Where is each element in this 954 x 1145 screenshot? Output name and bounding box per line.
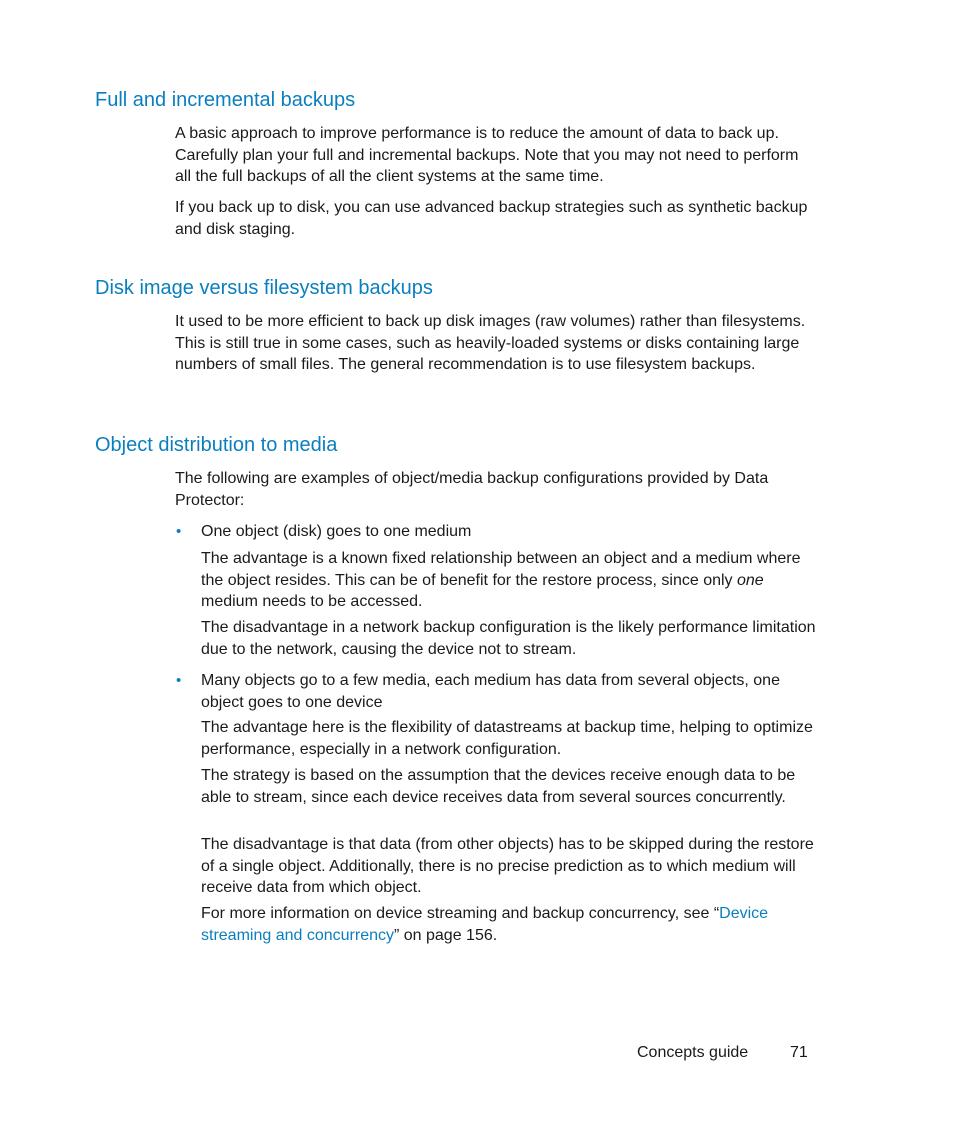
paragraph: If you back up to disk, you can use advanced backup strategies such as synthetic backup and disk staging. [175, 199, 808, 238]
list-item-paragraph: The disadvantage is that data (from other objects) has to be skipped during the restore of a single object. Additionally, there is no precise prediction as to which medium will receive data from which object. [201, 836, 814, 896]
list-item-paragraph: The disadvantage in a network backup configuration is the likely performance limitation due to the network, causing the device not to stream. [201, 619, 816, 658]
list-item-title: One object (disk) goes to one medium [201, 523, 472, 540]
emphasis-text: one [737, 571, 764, 589]
footer-guide-title: Concepts guide [637, 1044, 749, 1061]
section-heading-full-incremental: Full and incremental backups [95, 89, 356, 111]
page-number: 71 [790, 1044, 808, 1061]
list-item-paragraph: The advantage is a known fixed relationship between an object and a medium where the object resides. This can be of benefit for the restore process, since only one medium needs to be accessed. [201, 550, 801, 610]
list-item-paragraph: The strategy is based on the assumption that the devices receive enough data to be able to stream, since each device receives data from several sources concurrently. [201, 767, 796, 806]
bullet-icon: • [176, 523, 182, 540]
list-item-paragraph: The advantage here is the flexibility of datastreams at backup time, helping to optimize performance, especially in a network configuration. [201, 719, 813, 758]
bullet-icon: • [176, 672, 182, 689]
list-item-paragraph: For more information on device streaming and backup concurrency, see “Device streaming and concurrency” on page 156. [201, 905, 769, 944]
list-item-title: Many objects go to a few media, each medium has data from several objects, one object goes to one device [201, 672, 780, 711]
section-heading-disk-image: Disk image versus filesystem backups [95, 277, 433, 299]
section-heading-object-distribution: Object distribution to media [95, 434, 338, 456]
paragraph: A basic approach to improve performance is to reduce the amount of data to back up. Carefully plan your full and incremental backups. Note that you may not need to perform all the full backups of all the client systems at the same time. [175, 125, 799, 185]
device-streaming-link[interactable]: Device streaming and concurrency [201, 905, 769, 944]
paragraph: It used to be more efficient to back up disk images (raw volumes) rather than filesystems. This is still true in some cases, such as heavily-loaded systems or disks containing large numbers of small files. The general recommendation is to use filesystem backups. [175, 313, 806, 373]
paragraph: The following are examples of object/media backup configurations provided by Data Protector: [175, 470, 769, 509]
